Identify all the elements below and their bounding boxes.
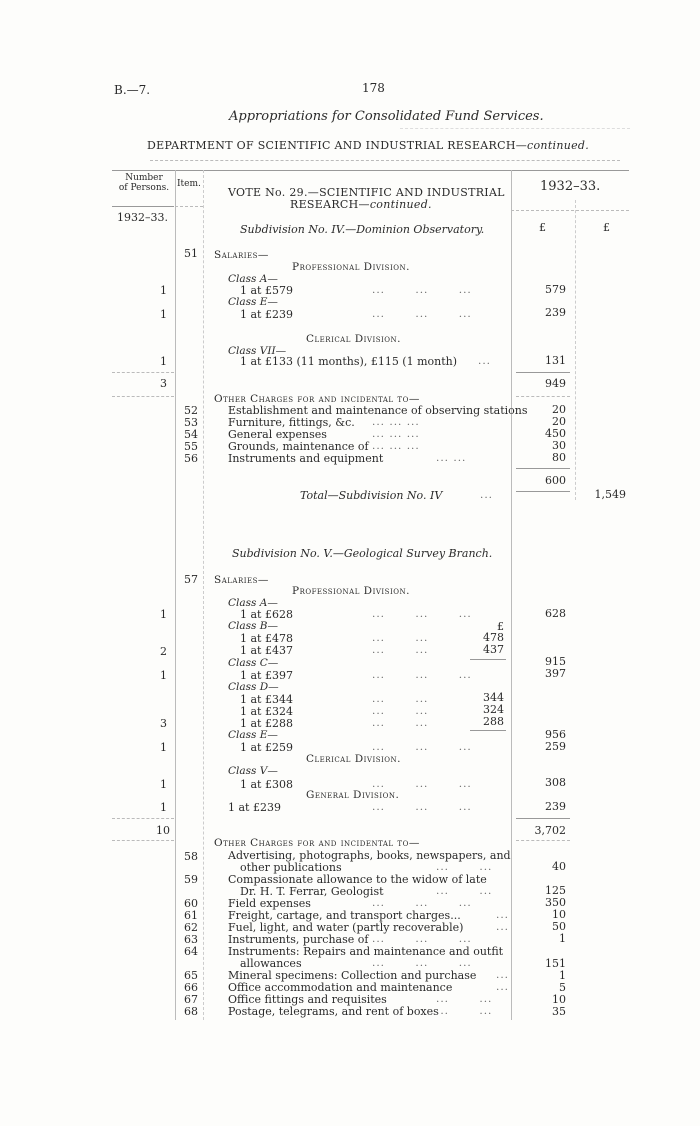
salary-line: 1 at £344	[240, 693, 293, 706]
persons-count: 1	[160, 355, 167, 368]
division-heading: Clerical Division.	[306, 753, 401, 765]
total-rule	[516, 491, 570, 492]
class-heading: Class E—	[228, 296, 278, 308]
salary-line: 1 at £628	[240, 608, 293, 621]
charge-label: other publications	[240, 861, 342, 874]
class-heading: Class A—	[228, 597, 278, 609]
charge-label: Office fittings and requisites	[228, 993, 387, 1006]
subdivision-title: Subdivision No. IV.—Dominion Observatory.	[240, 223, 485, 236]
total-rule	[516, 396, 570, 397]
persons-count: 1	[160, 284, 167, 297]
amount: 308	[545, 776, 566, 789]
item-number: 56	[184, 452, 198, 465]
division-heading: General Division.	[306, 789, 400, 801]
sub-amount: 344	[483, 691, 504, 704]
amount: 1	[559, 932, 566, 945]
total-rule	[112, 818, 174, 819]
charge-label: Fuel, light, and water (partly recoverable)	[228, 921, 464, 934]
total-rule	[516, 840, 570, 841]
salary-line: 1 at £239	[240, 308, 293, 321]
item-number: 63	[184, 933, 198, 946]
leader-dots: ... ...	[436, 885, 493, 897]
sub-amount: 324	[483, 703, 504, 716]
charge-label: Furniture, fittings, &c.	[228, 416, 355, 429]
charge-label: Establishment and maintenance of observing stations	[228, 404, 528, 417]
leader-dots: ... ...	[372, 693, 429, 705]
sub-rule	[470, 730, 506, 731]
leader-dots: ... ...	[372, 632, 429, 644]
leader-dots: ... ... ...	[372, 778, 472, 790]
salaries-heading: Salaries—	[214, 249, 269, 261]
leader-dots: ...	[496, 969, 510, 981]
leader-dots: ... ... ...	[372, 416, 420, 428]
persons-total: 10	[156, 824, 170, 837]
amount: 1	[559, 969, 566, 982]
salary-line: 1 at £239	[228, 801, 281, 814]
pound-sign: £	[539, 221, 546, 234]
item-number: 61	[184, 909, 198, 922]
item-number: 51	[184, 247, 198, 260]
leader-dots: ... ... ...	[372, 897, 472, 909]
item-number: 52	[184, 404, 198, 417]
charge-label: Compassionate allowance to the widow of late	[228, 873, 487, 886]
amount: 20	[552, 415, 566, 428]
pound-sign: £	[603, 221, 610, 234]
leader-dots: ... ... ...	[372, 608, 472, 620]
charge-label: Instruments: Repairs and maintenance and outfit	[228, 945, 504, 958]
header-rule	[112, 206, 174, 207]
other-charges-heading: Other Charges for and incidental to—	[214, 837, 420, 849]
department-title: DEPARTMENT OF SCIENTIFIC AND INDUSTRIAL RESEARCH—continued.	[147, 139, 590, 152]
vote-title-2: RESEARCH—continued.	[290, 198, 432, 211]
amount: 239	[545, 306, 566, 319]
item-number: 58	[184, 850, 198, 863]
pound-sign: £	[497, 620, 504, 633]
amount: 397	[545, 667, 566, 680]
persons-count: 1	[160, 669, 167, 682]
page-number: 178	[362, 81, 385, 95]
leader-dots: ... ...	[436, 1005, 493, 1017]
amount: 35	[552, 1005, 566, 1018]
amount: 350	[545, 896, 566, 909]
item-number: 59	[184, 873, 198, 886]
item-number: 57	[184, 573, 198, 586]
page-ref: B.—7.	[114, 83, 151, 97]
leader-dots: ... ... ...	[372, 933, 472, 945]
amount: 50	[552, 920, 566, 933]
persons-header-2: of Persons.	[118, 183, 170, 193]
persons-count: 1	[160, 778, 167, 791]
amount: 450	[545, 427, 566, 440]
charge-label: Advertising, photographs, books, newspapers, and	[228, 849, 511, 862]
column-divider	[575, 200, 576, 500]
salary-line: 1 at £437	[240, 644, 293, 657]
class-heading: Class V—	[228, 765, 278, 777]
amount: 131	[545, 354, 566, 367]
leader-dots: ... ...	[372, 644, 429, 656]
amount: 915	[545, 655, 566, 668]
division-heading: Professional Division.	[292, 261, 410, 273]
item-number: 54	[184, 428, 198, 441]
subdivision-total: 1,549	[594, 488, 626, 501]
division-heading: Clerical Division.	[306, 333, 401, 345]
page-heading: Appropriations for Consolidated Fund Services.	[229, 109, 544, 124]
sub-rule	[470, 659, 506, 660]
leader-dots: ...	[480, 489, 494, 501]
class-heading: Class A—	[228, 273, 278, 285]
persons-count: 1	[160, 308, 167, 321]
year-header: 1932–33.	[540, 179, 601, 194]
amount: 239	[545, 800, 566, 813]
persons-count: 2	[160, 645, 167, 658]
item-number: 65	[184, 969, 198, 982]
vote-title: VOTE No. 29.—SCIENTIFIC AND INDUSTRIAL	[228, 186, 505, 199]
item-number: 55	[184, 440, 198, 453]
class-heading: Class VII—	[228, 345, 287, 357]
leader-dots: ...	[496, 921, 510, 933]
persons-count: 1	[160, 801, 167, 814]
total-rule	[516, 468, 570, 469]
persons-year: 1932–33.	[117, 211, 168, 224]
persons-count: 3	[160, 717, 167, 730]
charge-label: Instruments, purchase of	[228, 933, 369, 946]
subtotal: 600	[545, 474, 566, 487]
leader-dots: ...	[496, 981, 510, 993]
salary-line: 1 at £579	[240, 284, 293, 297]
class-heading: Class D—	[228, 681, 279, 693]
total-rule	[516, 372, 570, 373]
charge-label: Office accommodation and maintenance	[228, 981, 453, 994]
amount: 579	[545, 283, 566, 296]
leader-dots: ...	[496, 909, 510, 921]
item-number: 64	[184, 945, 198, 958]
class-heading: Class C—	[228, 657, 279, 669]
leader-dots: ... ... ...	[372, 801, 472, 813]
item-number: 53	[184, 416, 198, 429]
faint-rule	[400, 128, 630, 129]
amount: 20	[552, 403, 566, 416]
amount: 80	[552, 451, 566, 464]
charge-label: Instruments and equipment	[228, 452, 384, 465]
header-rule	[175, 206, 203, 207]
item-header: Item.	[177, 179, 201, 189]
persons-count: 1	[160, 608, 167, 621]
amount: 40	[552, 860, 566, 873]
leader-dots: ... ...	[372, 705, 429, 717]
total-rule	[112, 396, 174, 397]
salary-line: 1 at £259	[240, 741, 293, 754]
column-divider	[175, 170, 176, 1020]
salary-line: 1 at £133 (11 months), £115 (1 month)	[240, 355, 458, 368]
charge-label: allowances	[240, 957, 302, 970]
sub-amount: 478	[483, 631, 504, 644]
charge-label: Dr. H. T. Ferrar, Geologist	[240, 885, 384, 898]
charge-label: Mineral specimens: Collection and purchase	[228, 969, 477, 982]
persons-total: 3	[160, 377, 167, 390]
sub-amount: 288	[483, 715, 504, 728]
salary-line: 1 at £308	[240, 778, 293, 791]
leader-dots: ... ...	[436, 452, 467, 464]
leader-dots: ... ... ...	[372, 308, 472, 320]
persons-count: 1	[160, 741, 167, 754]
amount: 151	[545, 957, 566, 970]
item-number: 60	[184, 897, 198, 910]
class-heading: Class B—	[228, 620, 278, 632]
leader-dots: ... ... ...	[372, 284, 472, 296]
salary-line: 1 at £478	[240, 632, 293, 645]
leader-dots: ... ... ...	[372, 957, 472, 969]
subdivision-total-label: Total—Subdivision No. IV	[300, 489, 443, 502]
charge-label: Grounds, maintenance of	[228, 440, 369, 453]
column-divider	[203, 170, 204, 1020]
amount: 10	[552, 993, 566, 1006]
leader-dots: ... ... ...	[372, 669, 472, 681]
header-rule	[511, 210, 629, 211]
other-charges-heading: Other Charges for and incidental to—	[214, 393, 420, 405]
subtotal: 3,702	[534, 824, 566, 837]
sub-amount: 437	[483, 643, 504, 656]
leader-dots: ... ... ...	[372, 428, 420, 440]
leader-dots: ... ... ...	[372, 440, 420, 452]
persons-header: Number	[125, 173, 163, 183]
amount: 125	[545, 884, 566, 897]
leader-dots: ... ...	[436, 861, 493, 873]
charge-label: Postage, telegrams, and rent of boxes	[228, 1005, 439, 1018]
amount: 259	[545, 740, 566, 753]
amount: 956	[545, 728, 566, 741]
class-heading: Class E—	[228, 729, 278, 741]
salaries-heading: Salaries—	[214, 574, 269, 586]
leader-dots: ... ...	[372, 717, 429, 729]
salary-line: 1 at £288	[240, 717, 293, 730]
total-rule	[516, 818, 570, 819]
amount: 5	[559, 981, 566, 994]
item-number: 66	[184, 981, 198, 994]
charge-label: Field expenses	[228, 897, 311, 910]
subtotal: 949	[545, 377, 566, 390]
table-top-rule	[112, 170, 629, 171]
amount: 30	[552, 439, 566, 452]
subdivision-title: Subdivision No. V.—Geological Survey Branch.	[232, 547, 493, 560]
division-heading: Professional Division.	[292, 585, 410, 597]
leader-dots: ...	[478, 355, 492, 367]
item-number: 67	[184, 993, 198, 1006]
charge-label: General expenses	[228, 428, 327, 441]
total-rule	[112, 840, 174, 841]
leader-dots: ... ...	[436, 993, 493, 1005]
leader-dots: ... ... ...	[372, 741, 472, 753]
item-number: 62	[184, 921, 198, 934]
item-number: 68	[184, 1005, 198, 1018]
faint-rule	[150, 160, 620, 161]
salary-line: 1 at £324	[240, 705, 293, 718]
amount: 628	[545, 607, 566, 620]
total-rule	[112, 372, 174, 373]
salary-line: 1 at £397	[240, 669, 293, 682]
amount: 10	[552, 908, 566, 921]
charge-label: Freight, cartage, and transport charges...	[228, 909, 461, 922]
column-divider	[511, 170, 512, 1020]
